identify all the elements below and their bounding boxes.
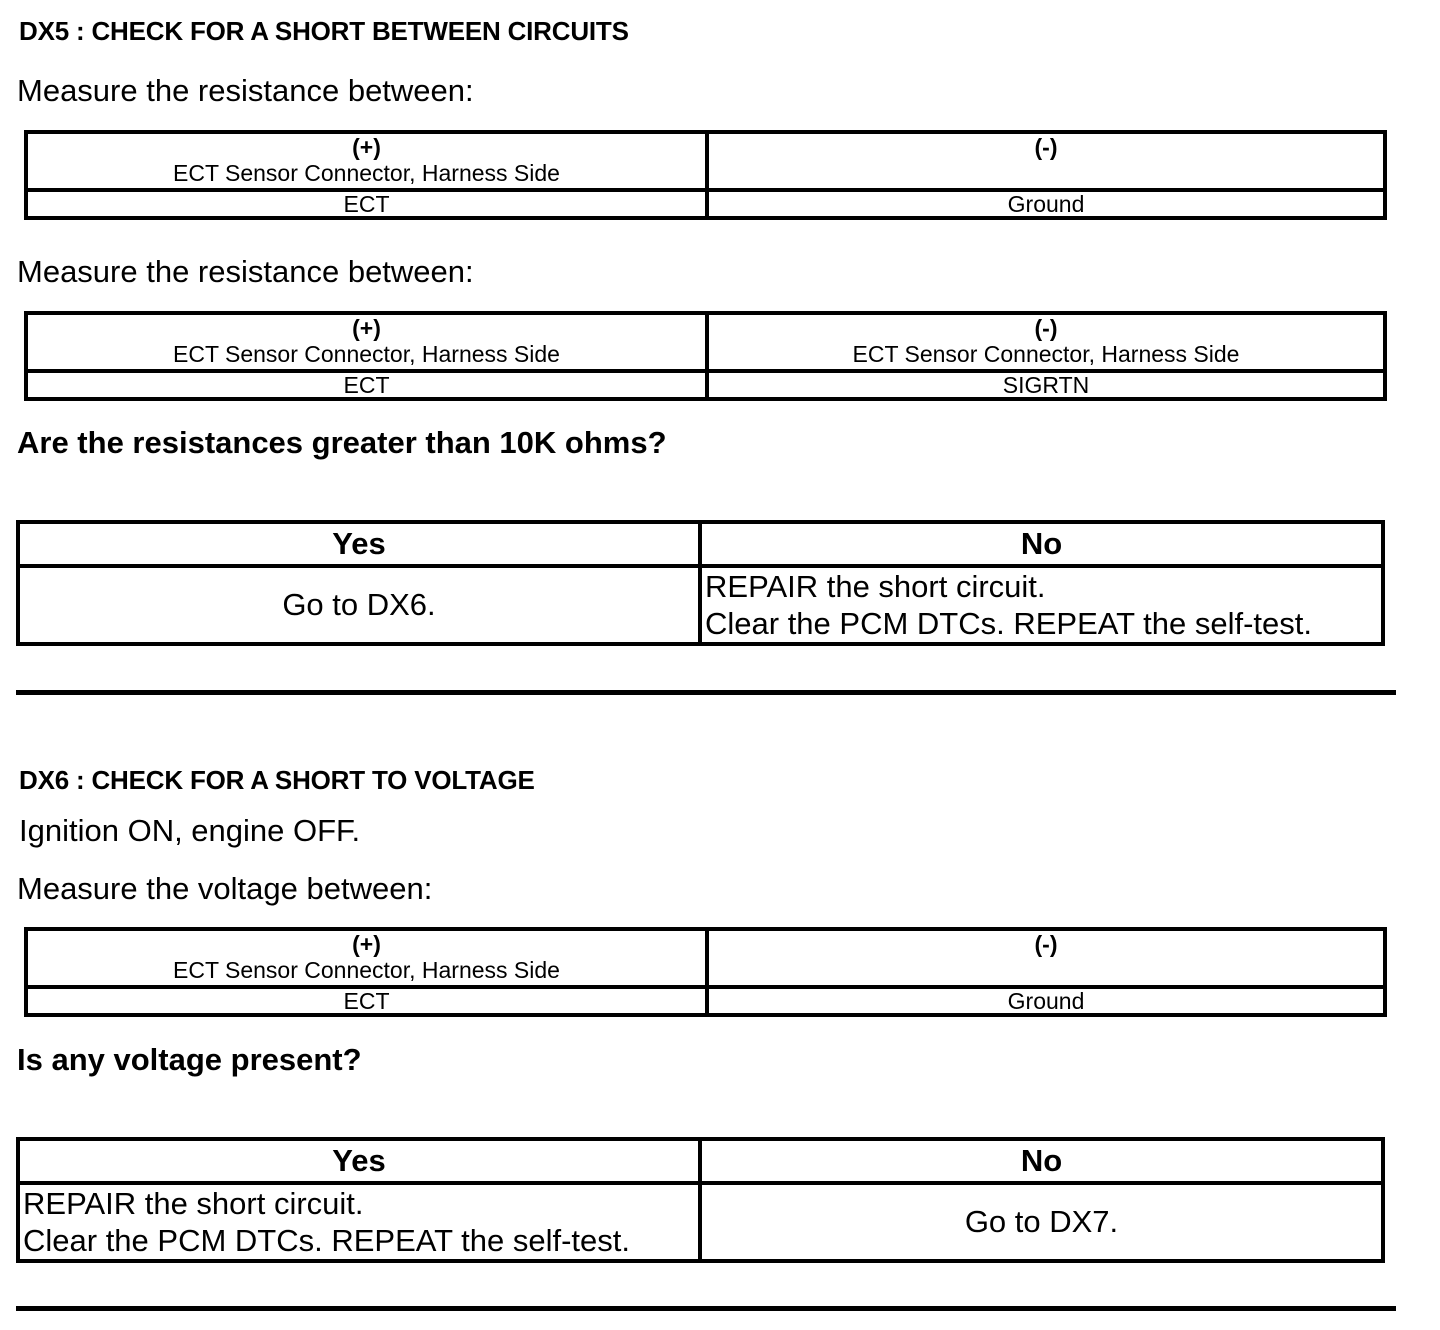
yes-action <box>18 566 700 644</box>
pos-value: ECT <box>26 190 707 218</box>
pos-label: ECT Sensor Connector, Harness Side <box>173 341 560 367</box>
dx6-step1: Ignition ON, engine OFF. <box>19 813 361 848</box>
neg-sign: (-) <box>1034 134 1058 160</box>
no-action-line: Go to DX7. <box>964 1204 1119 1239</box>
neg-sign: (-) <box>1034 931 1058 957</box>
neg-value: SIGRTN <box>707 371 1385 399</box>
no-header: No <box>700 1139 1383 1183</box>
yes-action-line: Go to DX6. <box>282 587 436 622</box>
dx5-measure2-intro: Measure the resistance between: <box>17 254 474 289</box>
dx5-heading: DX5 : CHECK FOR A SHORT BETWEEN CIRCUITS <box>19 16 629 46</box>
pos-label: ECT Sensor Connector, Harness Side <box>173 160 560 186</box>
neg-header-cell <box>707 132 1385 190</box>
no-action-line: REPAIR the short circuit. <box>705 569 1046 604</box>
pos-value: ECT <box>26 371 707 399</box>
dx6-decision-table <box>16 1137 1385 1263</box>
no-action <box>700 1183 1383 1261</box>
neg-value: Ground <box>707 987 1385 1015</box>
no-action <box>700 566 1383 644</box>
yes-action <box>18 1183 700 1261</box>
yes-action-line: REPAIR the short circuit. <box>23 1186 364 1221</box>
yes-header: Yes <box>18 522 700 566</box>
neg-label: ECT Sensor Connector, Harness Side <box>852 341 1240 367</box>
yes-action-line: Clear the PCM DTCs. REPEAT the self-test. <box>23 1223 630 1258</box>
dx5-measure1-table <box>24 130 1387 220</box>
dx6-measure1-intro: Measure the voltage between: <box>17 871 433 906</box>
pos-label: ECT Sensor Connector, Harness Side <box>173 957 560 983</box>
dx5-decision-table <box>16 520 1385 646</box>
neg-header-cell <box>707 929 1385 987</box>
dx5-measure2-table <box>24 311 1387 401</box>
dx5-question: Are the resistances greater than 10K ohms? <box>17 425 667 460</box>
pos-header-cell <box>26 929 707 987</box>
neg-value: Ground <box>707 190 1385 218</box>
neg-sign: (-) <box>1034 315 1058 341</box>
dx5-measure1-intro: Measure the resistance between: <box>17 73 474 108</box>
neg-header-cell <box>707 313 1385 371</box>
dx6-heading: DX6 : CHECK FOR A SHORT TO VOLTAGE <box>19 765 535 795</box>
yes-header: Yes <box>18 1139 700 1183</box>
pos-sign: (+) <box>352 134 381 160</box>
dx6-question: Is any voltage present? <box>17 1042 362 1077</box>
no-action-line: Clear the PCM DTCs. REPEAT the self-test. <box>705 606 1312 641</box>
pos-header-cell <box>26 132 707 190</box>
section-divider <box>16 690 1396 695</box>
pos-sign: (+) <box>352 315 381 341</box>
pos-value: ECT <box>26 987 707 1015</box>
pos-header-cell <box>26 313 707 371</box>
pos-sign: (+) <box>352 931 381 957</box>
section-divider <box>16 1306 1396 1311</box>
dx6-measure1-table <box>24 927 1387 1017</box>
no-header: No <box>700 522 1383 566</box>
